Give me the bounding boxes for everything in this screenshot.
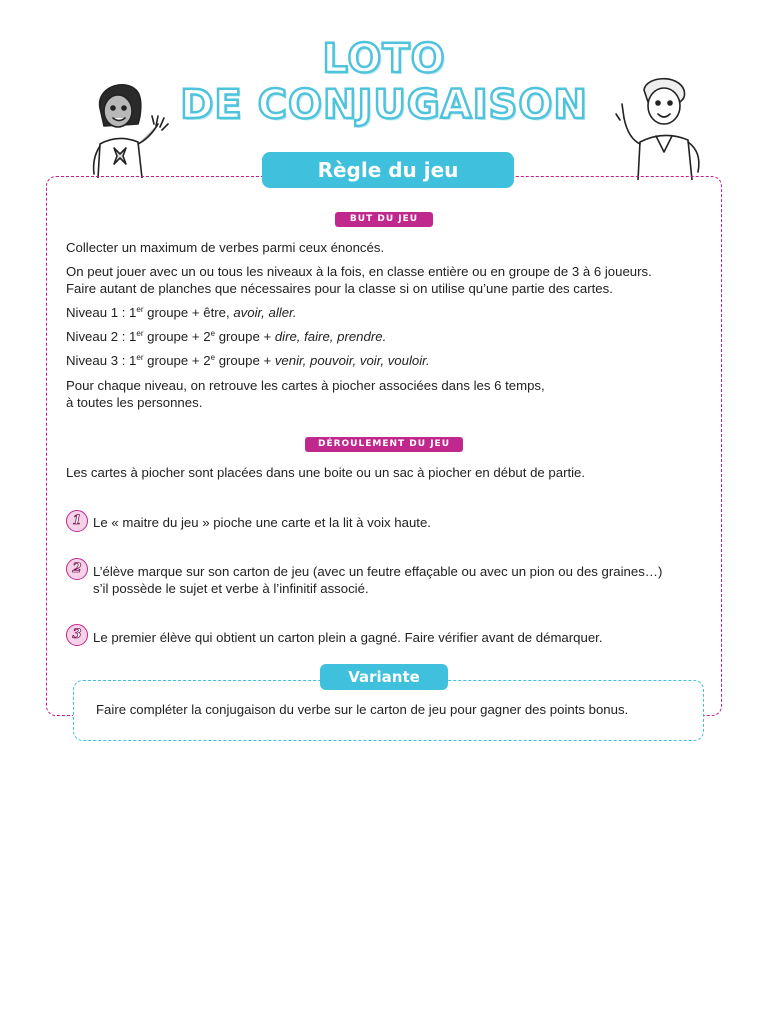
- step-2-number-icon: 2: [66, 558, 88, 580]
- step-3-number-icon: 3: [66, 624, 88, 646]
- level-2-line: Niveau 2 : 1er groupe + $2^e$ groupe + dire, faire, prendre.: [66, 329, 387, 344]
- but-paragraph-1: Collecter un maximum de verbes parmi ceux énoncés.: [66, 240, 385, 255]
- but-paragraph-2a: On peut jouer avec un ou tous les niveaux à la fois, en classe entière ou en groupe de 3 à 6 joueurs.: [66, 264, 652, 279]
- section-heading-deroulement: DÉROULEMENT DU JEU: [305, 437, 463, 452]
- girl-illustration-icon: [78, 78, 178, 178]
- boy-illustration-icon: [606, 72, 716, 180]
- rules-tab-title: Règle du jeu: [262, 152, 514, 188]
- section-heading-but: BUT DU JEU: [335, 212, 433, 227]
- step-1-text: Le « maitre du jeu » pioche une carte et la lit à voix haute.: [93, 515, 431, 530]
- but-paragraph-3a: Pour chaque niveau, on retrouve les cartes à piocher associées dans les 6 temps,: [66, 378, 545, 393]
- variante-tab-title: Variante: [320, 664, 448, 690]
- but-paragraph-2b: Faire autant de planches que nécessaires pour la classe si on utilise qu’une partie des cartes.: [66, 281, 613, 296]
- step-2-text-line-2: s’il possède le sujet et verbe à l’infinitif associé.: [93, 581, 369, 596]
- level-3-line: Niveau 3 : 1er groupe + $2^e$ groupe + venir, pouvoir, voir, vouloir.: [66, 353, 430, 368]
- but-paragraph-3b: à toutes les personnes.: [66, 395, 203, 410]
- step-3-text: Le premier élève qui obtient un carton plein a gagné. Faire vérifier avant de démarquer.: [93, 630, 603, 645]
- title-line-1: LOTO: [322, 36, 446, 82]
- variante-text: Faire compléter la conjugaison du verbe sur le carton de jeu pour gagner des points bonus.: [96, 702, 629, 717]
- title-line-2: DE CONJUGAISON: [180, 82, 588, 128]
- step-1-number-icon: 1: [66, 510, 88, 532]
- step-2-text-line-1: L’élève marque sur son carton de jeu (avec un feutre effaçable ou avec un pion ou des graines…): [93, 564, 663, 579]
- level-1-line: Niveau 1 : 1er groupe + être, avoir, aller.: [66, 305, 297, 320]
- deroulement-intro: Les cartes à piocher sont placées dans une boite ou un sac à piocher en début de partie.: [66, 465, 586, 480]
